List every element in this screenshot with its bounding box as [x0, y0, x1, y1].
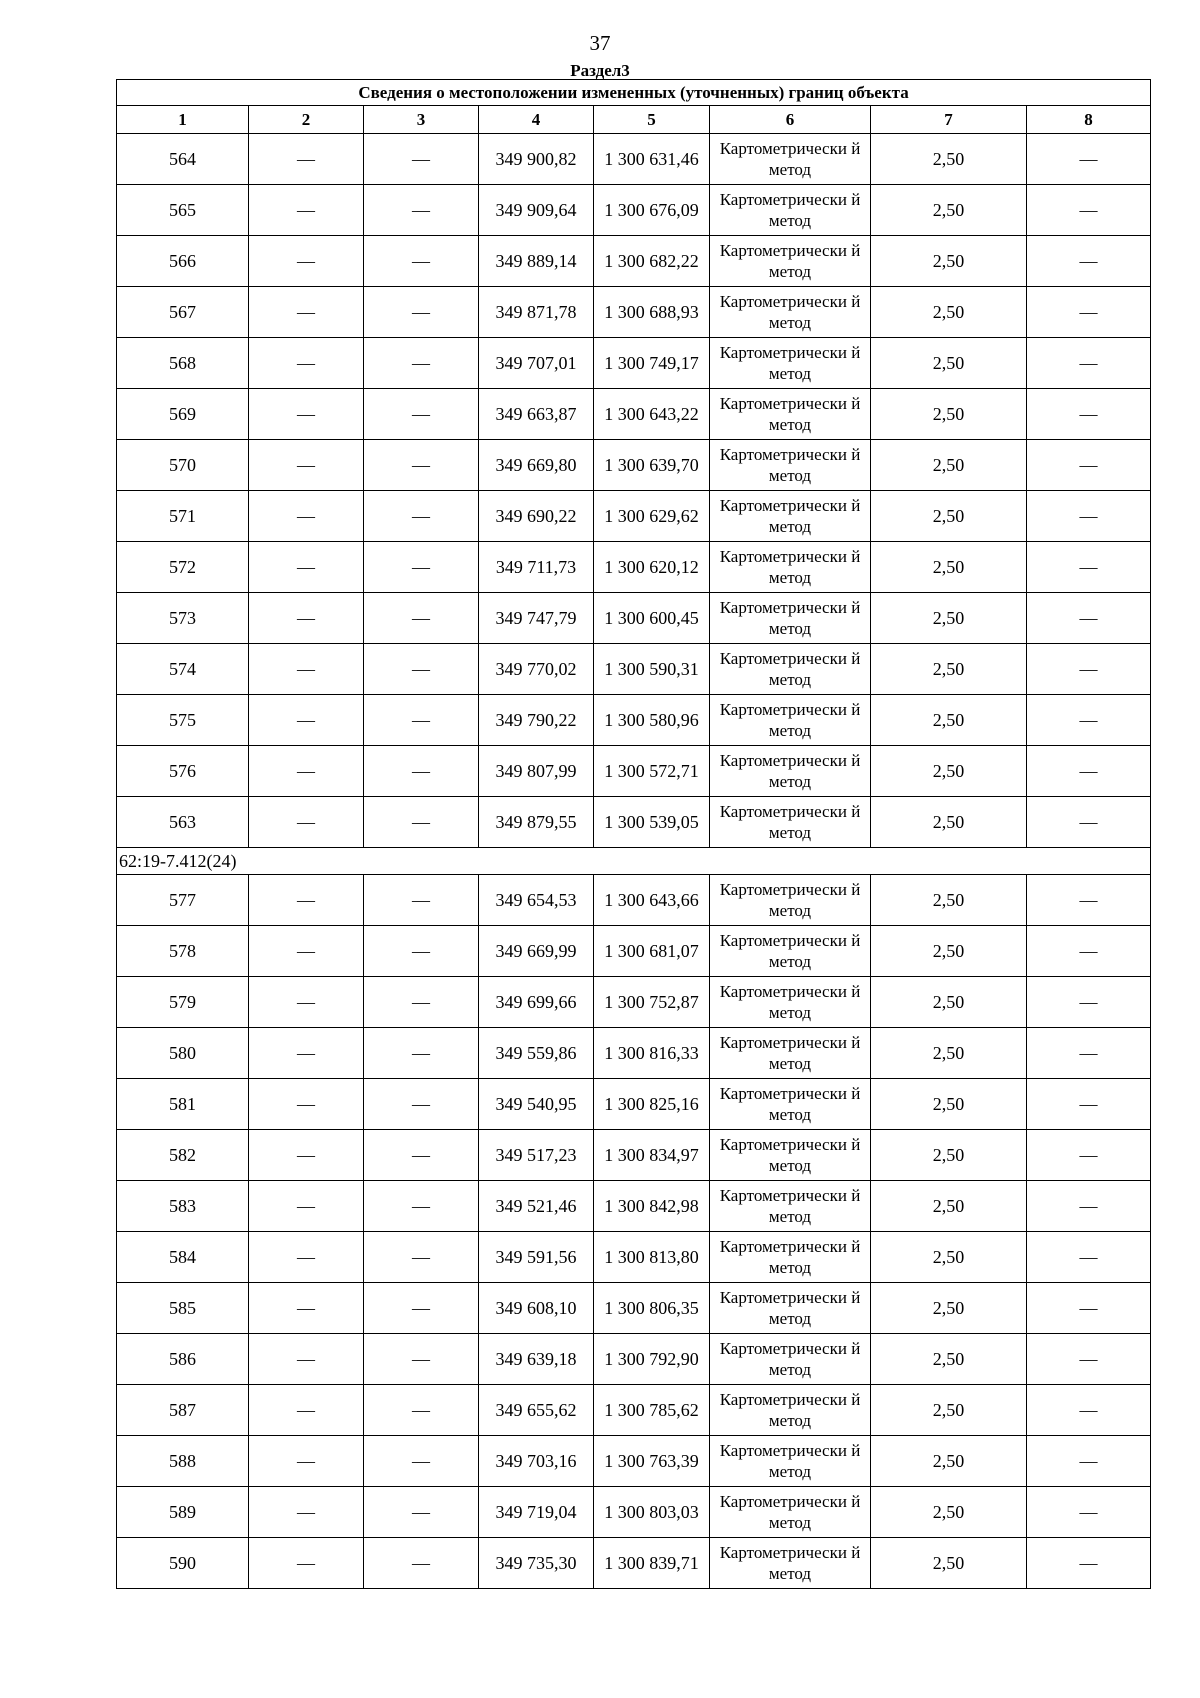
table-row	[117, 1181, 1151, 1232]
y-coordinate-cell: 1 300 643,22	[594, 389, 710, 440]
point-number-cell: 587	[117, 1385, 249, 1436]
x-coordinate-cell: 349 770,02	[479, 644, 594, 695]
x-coordinate-cell: 349 669,80	[479, 440, 594, 491]
accuracy-cell: 2,50	[871, 491, 1027, 542]
accuracy-cell: 2,50	[871, 236, 1027, 287]
x-coordinate-cell: 349 879,55	[479, 797, 594, 848]
point-number-cell: 588	[117, 1436, 249, 1487]
point-number-cell: 579	[117, 977, 249, 1028]
method-cell: Картометрически й метод	[710, 1232, 871, 1283]
table-row	[117, 236, 1151, 287]
point-number-cell: 575	[117, 695, 249, 746]
y-coordinate-cell: 1 300 676,09	[594, 185, 710, 236]
col3-cell: —	[364, 236, 479, 287]
y-coordinate-cell: 1 300 539,05	[594, 797, 710, 848]
table-row	[117, 1487, 1151, 1538]
col8-cell: —	[1027, 977, 1151, 1028]
y-coordinate-cell: 1 300 688,93	[594, 287, 710, 338]
y-coordinate-cell: 1 300 580,96	[594, 695, 710, 746]
y-coordinate-cell: 1 300 639,70	[594, 440, 710, 491]
table-row	[117, 134, 1151, 185]
column-number-row	[117, 106, 1151, 134]
col8-cell: —	[1027, 926, 1151, 977]
col2-cell: —	[249, 1283, 364, 1334]
x-coordinate-cell: 349 663,87	[479, 389, 594, 440]
col2-cell: —	[249, 1130, 364, 1181]
table-row	[117, 1028, 1151, 1079]
x-coordinate-cell: 349 900,82	[479, 134, 594, 185]
accuracy-cell: 2,50	[871, 1181, 1027, 1232]
col8-cell: —	[1027, 1079, 1151, 1130]
column-number: 1	[117, 106, 249, 134]
table-row	[117, 977, 1151, 1028]
table-row	[117, 746, 1151, 797]
y-coordinate-cell: 1 300 590,31	[594, 644, 710, 695]
col3-cell: —	[364, 185, 479, 236]
col2-cell: —	[249, 338, 364, 389]
y-coordinate-cell: 1 300 785,62	[594, 1385, 710, 1436]
x-coordinate-cell: 349 790,22	[479, 695, 594, 746]
y-coordinate-cell: 1 300 816,33	[594, 1028, 710, 1079]
method-cell: Картометрически й метод	[710, 1130, 871, 1181]
col8-cell: —	[1027, 1538, 1151, 1589]
x-coordinate-cell: 349 655,62	[479, 1385, 594, 1436]
table-row	[117, 1385, 1151, 1436]
method-cell: Картометрически й метод	[710, 338, 871, 389]
accuracy-cell: 2,50	[871, 287, 1027, 338]
x-coordinate-cell: 349 807,99	[479, 746, 594, 797]
method-cell: Картометрически й метод	[710, 593, 871, 644]
col2-cell: —	[249, 236, 364, 287]
y-coordinate-cell: 1 300 806,35	[594, 1283, 710, 1334]
method-cell: Картометрически й метод	[710, 287, 871, 338]
x-coordinate-cell: 349 707,01	[479, 338, 594, 389]
x-coordinate-cell: 349 889,14	[479, 236, 594, 287]
column-number: 4	[479, 106, 594, 134]
col2-cell: —	[249, 593, 364, 644]
col2-cell: —	[249, 134, 364, 185]
point-number-cell: 566	[117, 236, 249, 287]
y-coordinate-cell: 1 300 752,87	[594, 977, 710, 1028]
x-coordinate-cell: 349 747,79	[479, 593, 594, 644]
table-row	[117, 491, 1151, 542]
accuracy-cell: 2,50	[871, 338, 1027, 389]
y-coordinate-cell: 1 300 763,39	[594, 1436, 710, 1487]
method-cell: Картометрически й метод	[710, 491, 871, 542]
col8-cell: —	[1027, 1130, 1151, 1181]
accuracy-cell: 2,50	[871, 926, 1027, 977]
point-number-cell: 581	[117, 1079, 249, 1130]
col2-cell: —	[249, 926, 364, 977]
table-row	[117, 593, 1151, 644]
accuracy-cell: 2,50	[871, 644, 1027, 695]
point-number-cell: 573	[117, 593, 249, 644]
point-number-cell: 583	[117, 1181, 249, 1232]
method-cell: Картометрически й метод	[710, 1436, 871, 1487]
col8-cell: —	[1027, 236, 1151, 287]
method-cell: Картометрически й метод	[710, 977, 871, 1028]
table-row	[117, 1334, 1151, 1385]
point-number-cell: 586	[117, 1334, 249, 1385]
col8-cell: —	[1027, 1487, 1151, 1538]
col3-cell: —	[364, 134, 479, 185]
column-number: 2	[249, 106, 364, 134]
column-number: 6	[710, 106, 871, 134]
x-coordinate-cell: 349 639,18	[479, 1334, 594, 1385]
method-cell: Картометрически й метод	[710, 1538, 871, 1589]
table-row	[117, 1538, 1151, 1589]
accuracy-cell: 2,50	[871, 134, 1027, 185]
table-row	[117, 389, 1151, 440]
accuracy-cell: 2,50	[871, 1538, 1027, 1589]
accuracy-cell: 2,50	[871, 542, 1027, 593]
x-coordinate-cell: 349 521,46	[479, 1181, 594, 1232]
col3-cell: —	[364, 1283, 479, 1334]
point-number-cell: 589	[117, 1487, 249, 1538]
table-row	[117, 185, 1151, 236]
point-number-cell: 582	[117, 1130, 249, 1181]
col8-cell: —	[1027, 185, 1151, 236]
col2-cell: —	[249, 644, 364, 695]
y-coordinate-cell: 1 300 572,71	[594, 746, 710, 797]
column-number: 8	[1027, 106, 1151, 134]
x-coordinate-cell: 349 735,30	[479, 1538, 594, 1589]
y-coordinate-cell: 1 300 681,07	[594, 926, 710, 977]
x-coordinate-cell: 349 654,53	[479, 875, 594, 926]
col8-cell: —	[1027, 338, 1151, 389]
table-row	[117, 875, 1151, 926]
col2-cell: —	[249, 542, 364, 593]
accuracy-cell: 2,50	[871, 797, 1027, 848]
accuracy-cell: 2,50	[871, 440, 1027, 491]
accuracy-cell: 2,50	[871, 1385, 1027, 1436]
col8-cell: —	[1027, 1385, 1151, 1436]
col2-cell: —	[249, 287, 364, 338]
col8-cell: —	[1027, 644, 1151, 695]
col2-cell: —	[249, 1334, 364, 1385]
table-row	[117, 440, 1151, 491]
x-coordinate-cell: 349 699,66	[479, 977, 594, 1028]
x-coordinate-cell: 349 909,64	[479, 185, 594, 236]
col3-cell: —	[364, 1079, 479, 1130]
y-coordinate-cell: 1 300 813,80	[594, 1232, 710, 1283]
point-number-cell: 567	[117, 287, 249, 338]
col3-cell: —	[364, 1385, 479, 1436]
x-coordinate-cell: 349 608,10	[479, 1283, 594, 1334]
col2-cell: —	[249, 1385, 364, 1436]
x-coordinate-cell: 349 591,56	[479, 1232, 594, 1283]
point-number-cell: 590	[117, 1538, 249, 1589]
accuracy-cell: 2,50	[871, 1079, 1027, 1130]
point-number-cell: 580	[117, 1028, 249, 1079]
col3-cell: —	[364, 1181, 479, 1232]
col2-cell: —	[249, 797, 364, 848]
table-row	[117, 644, 1151, 695]
col3-cell: —	[364, 287, 479, 338]
col8-cell: —	[1027, 542, 1151, 593]
y-coordinate-cell: 1 300 842,98	[594, 1181, 710, 1232]
method-cell: Картометрически й метод	[710, 926, 871, 977]
table-row	[117, 1232, 1151, 1283]
x-coordinate-cell: 349 669,99	[479, 926, 594, 977]
col8-cell: —	[1027, 287, 1151, 338]
method-cell: Картометрически й метод	[710, 644, 871, 695]
col8-cell: —	[1027, 1283, 1151, 1334]
point-number-cell: 585	[117, 1283, 249, 1334]
point-number-cell: 563	[117, 797, 249, 848]
y-coordinate-cell: 1 300 803,03	[594, 1487, 710, 1538]
col2-cell: —	[249, 875, 364, 926]
method-cell: Картометрически й метод	[710, 746, 871, 797]
x-coordinate-cell: 349 711,73	[479, 542, 594, 593]
accuracy-cell: 2,50	[871, 1436, 1027, 1487]
column-number: 3	[364, 106, 479, 134]
col3-cell: —	[364, 695, 479, 746]
method-cell: Картометрически й метод	[710, 875, 871, 926]
x-coordinate-cell: 349 719,04	[479, 1487, 594, 1538]
accuracy-cell: 2,50	[871, 593, 1027, 644]
col2-cell: —	[249, 1232, 364, 1283]
col2-cell: —	[249, 746, 364, 797]
table-caption-row	[117, 80, 1151, 106]
col3-cell: —	[364, 1028, 479, 1079]
col2-cell: —	[249, 1181, 364, 1232]
table-body	[117, 134, 1151, 1589]
x-coordinate-cell: 349 690,22	[479, 491, 594, 542]
method-cell: Картометрически й метод	[710, 440, 871, 491]
table-row	[117, 695, 1151, 746]
method-cell: Картометрически й метод	[710, 1487, 871, 1538]
col2-cell: —	[249, 977, 364, 1028]
point-number-cell: 574	[117, 644, 249, 695]
y-coordinate-cell: 1 300 792,90	[594, 1334, 710, 1385]
col3-cell: —	[364, 977, 479, 1028]
col3-cell: —	[364, 1130, 479, 1181]
group-label: 62:19-7.412(24)	[117, 848, 1151, 875]
method-cell: Картометрически й метод	[710, 1334, 871, 1385]
accuracy-cell: 2,50	[871, 977, 1027, 1028]
table-row	[117, 338, 1151, 389]
point-number-cell: 576	[117, 746, 249, 797]
section-title: Раздел3	[570, 61, 630, 80]
col3-cell: —	[364, 593, 479, 644]
accuracy-cell: 2,50	[871, 1487, 1027, 1538]
col3-cell: —	[364, 1334, 479, 1385]
group-row	[117, 848, 1151, 875]
col3-cell: —	[364, 926, 479, 977]
x-coordinate-cell: 349 540,95	[479, 1079, 594, 1130]
coordinates-table	[116, 79, 1151, 1589]
col8-cell: —	[1027, 1334, 1151, 1385]
x-coordinate-cell: 349 703,16	[479, 1436, 594, 1487]
col8-cell: —	[1027, 1232, 1151, 1283]
method-cell: Картометрически й метод	[710, 1181, 871, 1232]
table-row	[117, 926, 1151, 977]
col3-cell: —	[364, 440, 479, 491]
method-cell: Картометрически й метод	[710, 542, 871, 593]
table-row	[117, 287, 1151, 338]
page-number: 37	[589, 31, 611, 55]
method-cell: Картометрически й метод	[710, 1385, 871, 1436]
col2-cell: —	[249, 1079, 364, 1130]
table-row	[117, 1130, 1151, 1181]
method-cell: Картометрически й метод	[710, 1028, 871, 1079]
accuracy-cell: 2,50	[871, 746, 1027, 797]
col3-cell: —	[364, 875, 479, 926]
table-caption: Сведения о местоположении измененных (уточненных) границ объекта	[117, 80, 1151, 106]
col3-cell: —	[364, 1436, 479, 1487]
accuracy-cell: 2,50	[871, 1130, 1027, 1181]
accuracy-cell: 2,50	[871, 1283, 1027, 1334]
column-number: 5	[594, 106, 710, 134]
table-row	[117, 1283, 1151, 1334]
y-coordinate-cell: 1 300 749,17	[594, 338, 710, 389]
col2-cell: —	[249, 1436, 364, 1487]
y-coordinate-cell: 1 300 629,62	[594, 491, 710, 542]
point-number-cell: 572	[117, 542, 249, 593]
point-number-cell: 578	[117, 926, 249, 977]
col3-cell: —	[364, 746, 479, 797]
accuracy-cell: 2,50	[871, 185, 1027, 236]
col3-cell: —	[364, 1538, 479, 1589]
col3-cell: —	[364, 491, 479, 542]
accuracy-cell: 2,50	[871, 875, 1027, 926]
col8-cell: —	[1027, 1181, 1151, 1232]
method-cell: Картометрически й метод	[710, 185, 871, 236]
col8-cell: —	[1027, 875, 1151, 926]
method-cell: Картометрически й метод	[710, 389, 871, 440]
point-number-cell: 571	[117, 491, 249, 542]
accuracy-cell: 2,50	[871, 695, 1027, 746]
y-coordinate-cell: 1 300 620,12	[594, 542, 710, 593]
col3-cell: —	[364, 797, 479, 848]
col8-cell: —	[1027, 389, 1151, 440]
table-row	[117, 797, 1151, 848]
y-coordinate-cell: 1 300 682,22	[594, 236, 710, 287]
col8-cell: —	[1027, 440, 1151, 491]
point-number-cell: 577	[117, 875, 249, 926]
y-coordinate-cell: 1 300 643,66	[594, 875, 710, 926]
accuracy-cell: 2,50	[871, 1232, 1027, 1283]
point-number-cell: 564	[117, 134, 249, 185]
method-cell: Картометрически й метод	[710, 695, 871, 746]
col3-cell: —	[364, 338, 479, 389]
table-row	[117, 542, 1151, 593]
x-coordinate-cell: 349 517,23	[479, 1130, 594, 1181]
accuracy-cell: 2,50	[871, 389, 1027, 440]
col2-cell: —	[249, 491, 364, 542]
col8-cell: —	[1027, 1028, 1151, 1079]
method-cell: Картометрически й метод	[710, 1079, 871, 1130]
x-coordinate-cell: 349 871,78	[479, 287, 594, 338]
col8-cell: —	[1027, 695, 1151, 746]
table-row	[117, 1079, 1151, 1130]
col8-cell: —	[1027, 491, 1151, 542]
col3-cell: —	[364, 1232, 479, 1283]
y-coordinate-cell: 1 300 631,46	[594, 134, 710, 185]
col2-cell: —	[249, 389, 364, 440]
x-coordinate-cell: 349 559,86	[479, 1028, 594, 1079]
point-number-cell: 570	[117, 440, 249, 491]
col2-cell: —	[249, 185, 364, 236]
col3-cell: —	[364, 389, 479, 440]
accuracy-cell: 2,50	[871, 1334, 1027, 1385]
y-coordinate-cell: 1 300 839,71	[594, 1538, 710, 1589]
col8-cell: —	[1027, 746, 1151, 797]
col2-cell: —	[249, 1487, 364, 1538]
point-number-cell: 568	[117, 338, 249, 389]
col3-cell: —	[364, 1487, 479, 1538]
method-cell: Картометрически й метод	[710, 134, 871, 185]
table-row	[117, 1436, 1151, 1487]
method-cell: Картометрически й метод	[710, 797, 871, 848]
col3-cell: —	[364, 644, 479, 695]
column-number: 7	[871, 106, 1027, 134]
col2-cell: —	[249, 1538, 364, 1589]
method-cell: Картометрически й метод	[710, 236, 871, 287]
point-number-cell: 565	[117, 185, 249, 236]
col3-cell: —	[364, 542, 479, 593]
col8-cell: —	[1027, 593, 1151, 644]
accuracy-cell: 2,50	[871, 1028, 1027, 1079]
y-coordinate-cell: 1 300 825,16	[594, 1079, 710, 1130]
method-cell: Картометрически й метод	[710, 1283, 871, 1334]
y-coordinate-cell: 1 300 834,97	[594, 1130, 710, 1181]
y-coordinate-cell: 1 300 600,45	[594, 593, 710, 644]
point-number-cell: 584	[117, 1232, 249, 1283]
col8-cell: —	[1027, 134, 1151, 185]
col2-cell: —	[249, 440, 364, 491]
col2-cell: —	[249, 1028, 364, 1079]
point-number-cell: 569	[117, 389, 249, 440]
col8-cell: —	[1027, 1436, 1151, 1487]
col2-cell: —	[249, 695, 364, 746]
col8-cell: —	[1027, 797, 1151, 848]
